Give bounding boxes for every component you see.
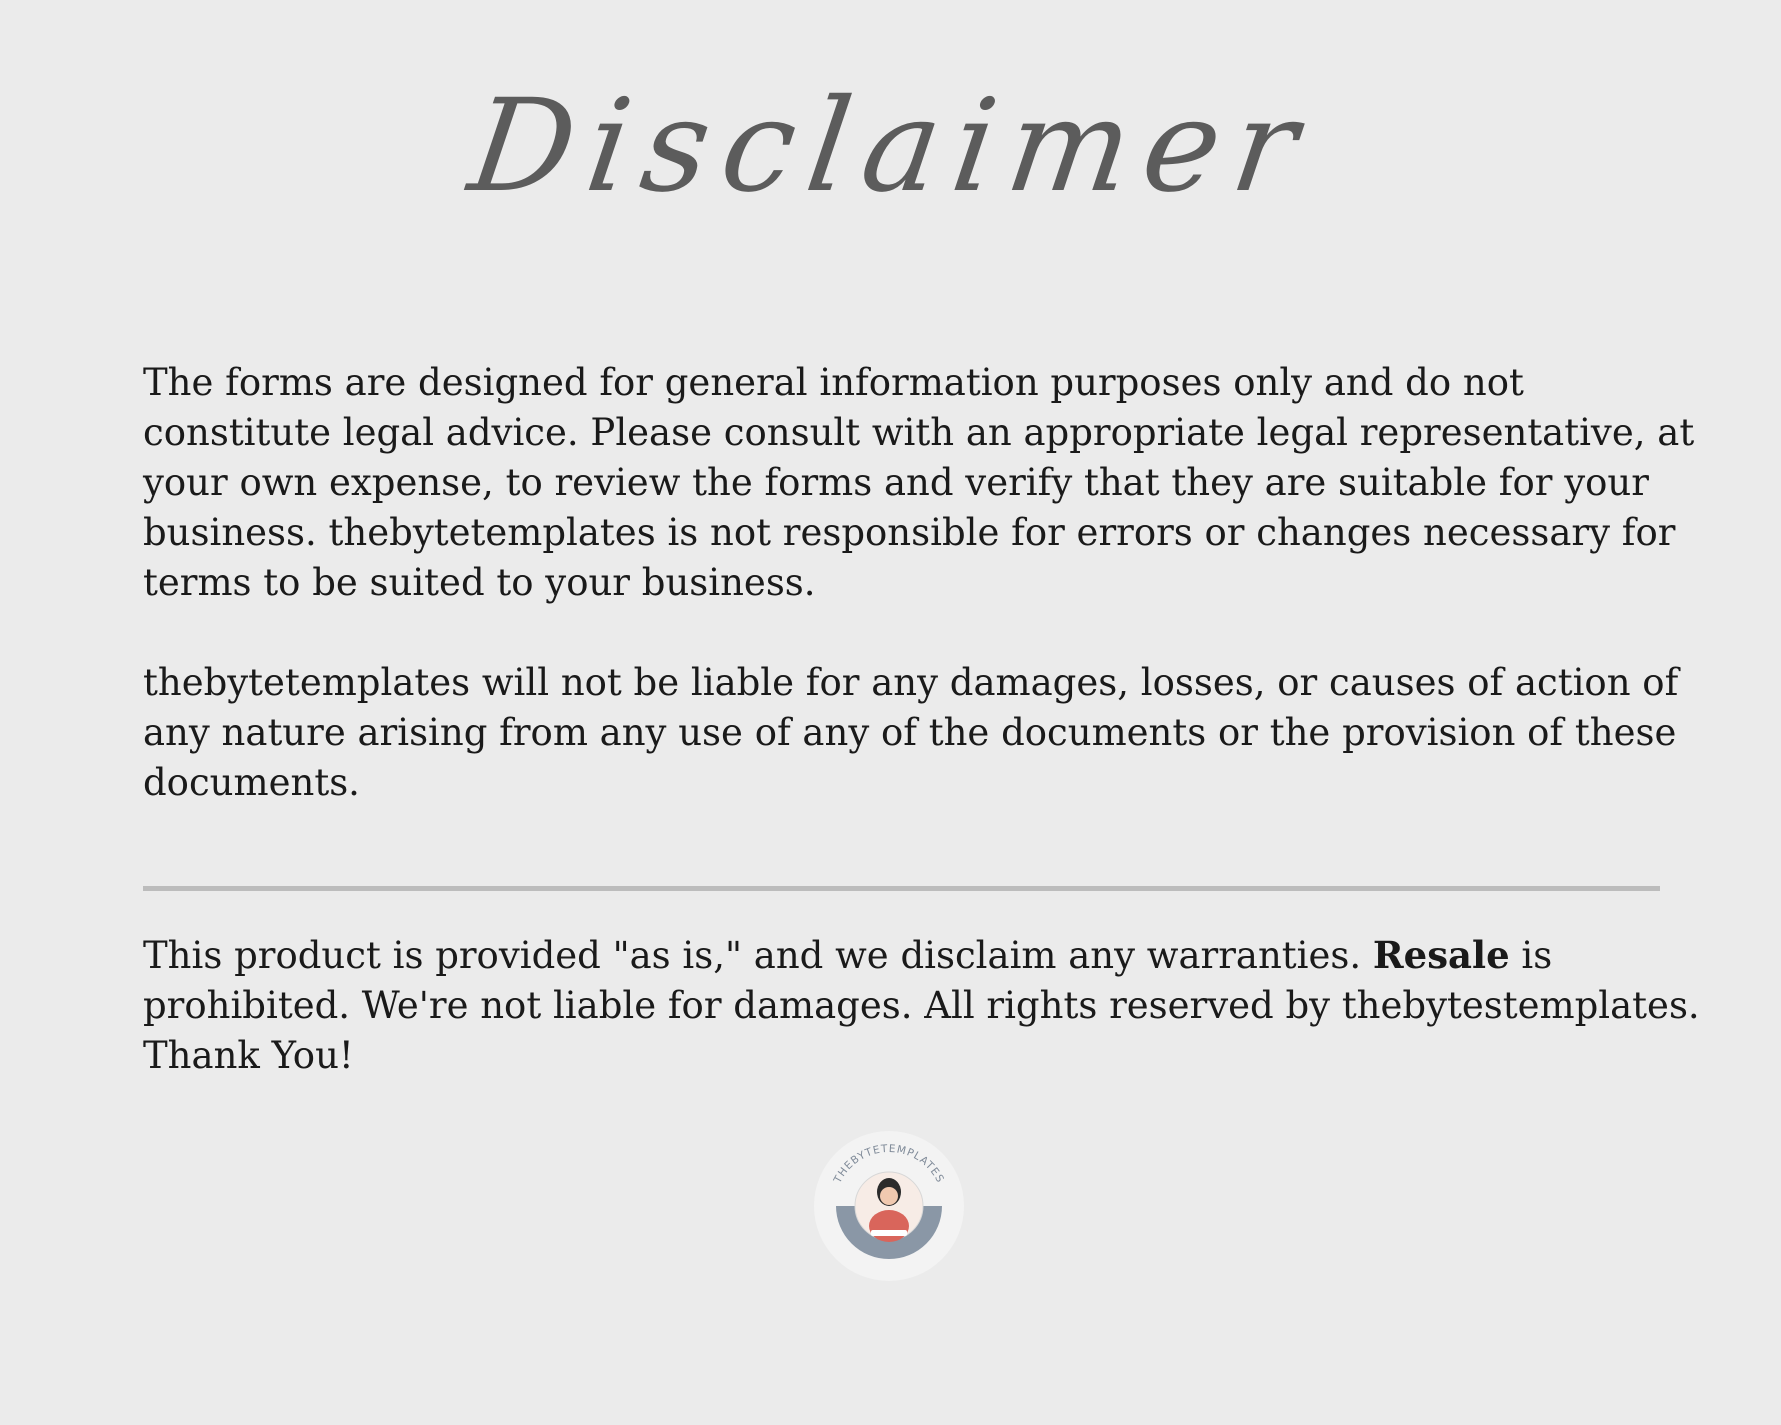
footer-notice-end: is prohibited. We're not liable for damages. All rights reserved by thebytestemplates. Thank You! [143, 934, 1700, 1077]
logo-arc-text: THEBYTETEMPLATES [831, 1142, 947, 1186]
footer-notice-start: This product is provided "as is," and we disclaim any warranties. [143, 934, 1373, 977]
brand-logo-icon [813, 1130, 965, 1282]
logo-figure-body [869, 1210, 909, 1242]
footer-notice [143, 930, 1743, 1081]
footer-notice-bold: Resale [1372, 933, 1510, 977]
logo-figure-face [880, 1187, 898, 1205]
logo-figure-notebook [871, 1230, 907, 1236]
disclaimer-paragraph-2: thebytetemplates will not be liable for any damages, losses, or causes of action of any nature arising from any use of any of the documents or the provision of these documents. [143, 661, 1679, 804]
page-title: Disclaimer [461, 72, 1320, 221]
disclaimer-paragraph-1: The forms are designed for general information purposes only and do not constitute legal advice. Please consult with an appropriate legal representative, at your own expense, to review the forms and verify that they are suitable for your business. thebytetemplates is not responsible for errors or changes necessary for terms to be suited to your business. [143, 361, 1695, 604]
disclaimer-body [143, 358, 1703, 808]
section-divider [143, 886, 1660, 891]
